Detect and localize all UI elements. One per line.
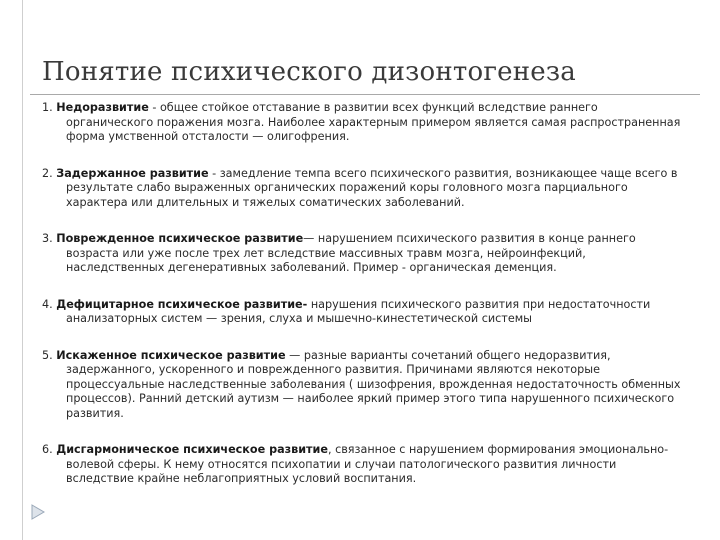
item-term: Поврежденное психическое развитие [56, 232, 304, 245]
item-term: Дефицитарное психическое развитие- [56, 297, 308, 311]
definition-item [42, 167, 682, 211]
title-underline [30, 94, 700, 95]
definition-item [42, 349, 682, 422]
slide-title: Понятие психического дизонтогенеза [42, 57, 576, 87]
item-number: 1. [42, 101, 53, 114]
item-text: — разные варианты сочетаний общего недоразвития, задержанного, ускоренного и поврежденного развития. Причинами являются некоторые процессуальные наследственные заболевания ( шизофрения, врожденная недостаточность обменных процессов). Ранний детский аутизм — наиболее яркий пример этого типа нарушенного психического развития. [66, 348, 681, 420]
item-term: Дисгармоническое психическое развитие [56, 443, 328, 456]
definition-item [42, 443, 682, 487]
item-number: 5. [42, 348, 53, 362]
triangle-arrow-icon [30, 504, 46, 520]
left-border-line [22, 0, 23, 540]
item-number: 4. [42, 297, 53, 311]
item-term: Задержанное развитие [56, 166, 209, 180]
item-text: - замедление темпа всего психического развития, возникающее чаще всего в результате слабо выраженных органических поражений коры головного мозга парциального характера или длительных и тяжелых соматических заболеваний. [66, 166, 678, 209]
definition-item [42, 101, 682, 145]
definition-item [42, 298, 682, 327]
item-term: Недоразвитие [56, 101, 149, 114]
item-text: - общее стойкое отставание в развитии всех функций вследствие раннего органического поражения мозга. Наиболее характерным примером является самая распространенная форма умственной отсталости — олигофрения. [66, 101, 681, 143]
item-text: нарушения психического развития при недостаточности анализаторных систем — зрения, слуха и мышечно-кинестетической системы [66, 297, 651, 325]
definition-list [42, 101, 682, 487]
item-text: , связанное с нарушением формирования эмоционально-волевой сферы. К нему относятся психопатии и случаи патологического развития личности вследствие крайне неблагоприятных условий воспитания. [66, 443, 669, 485]
item-number: 2. [42, 166, 53, 180]
item-text: — нарушением психического развития в конце раннего возраста или уже после трех лет вследствие массивных травм мозга, нейроинфекций, наследственных дегенеративных заболеваний. Пример - органическая деменция. [66, 232, 636, 274]
item-number: 3. [42, 232, 53, 245]
item-number: 6. [42, 443, 53, 456]
item-term: Искаженное психическое развитие [56, 348, 286, 362]
definition-item [42, 232, 682, 276]
